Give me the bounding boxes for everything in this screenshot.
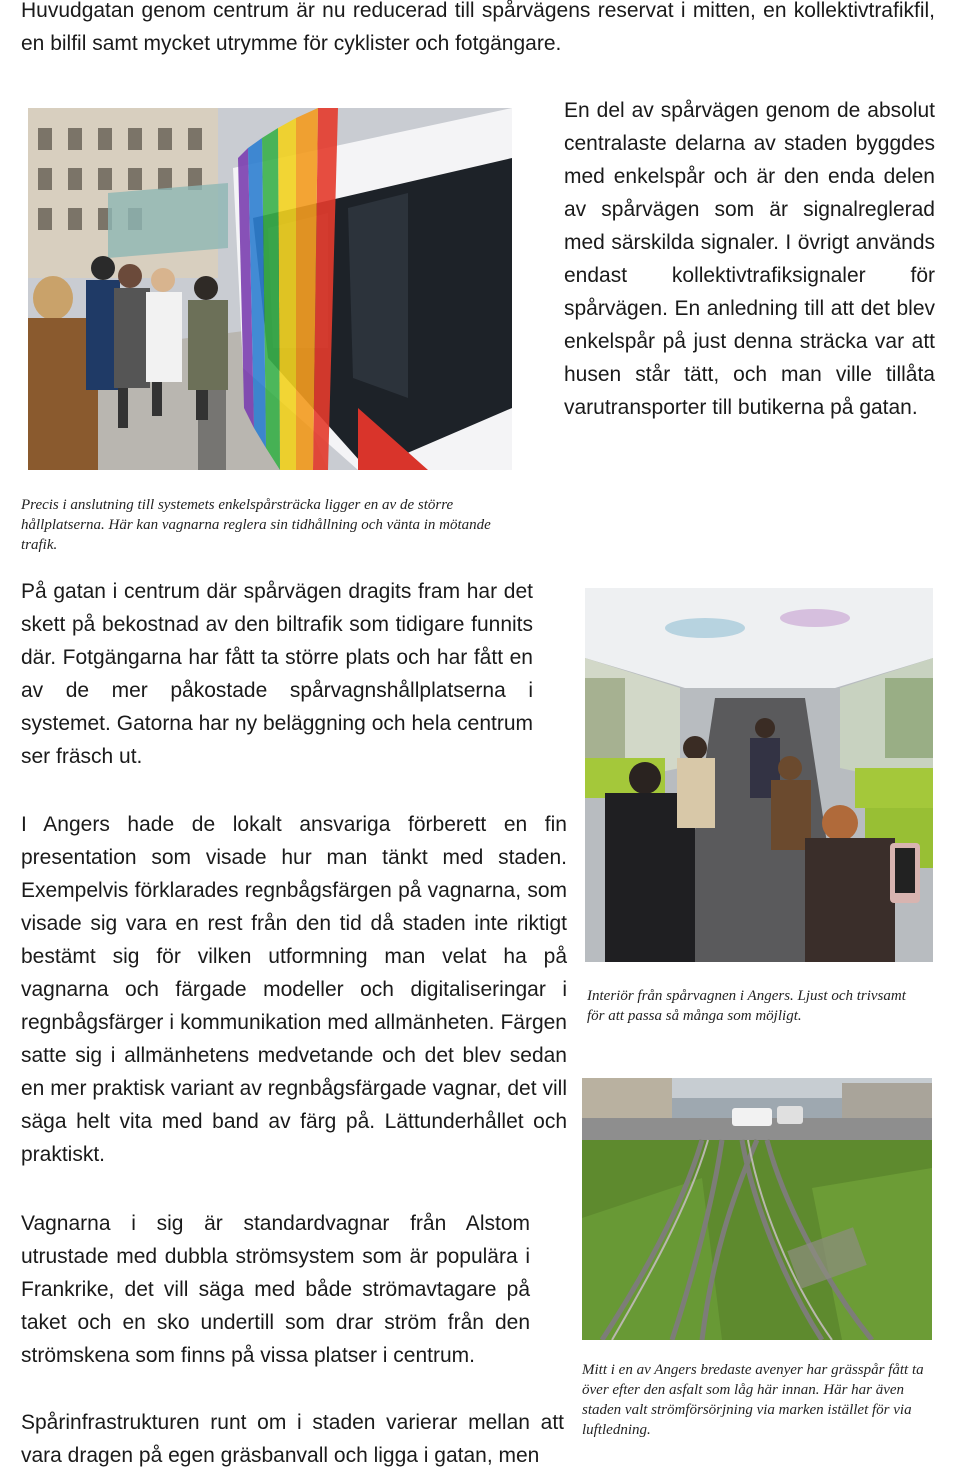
interior-photo-caption — [587, 986, 917, 1026]
tram-platform-photo — [28, 108, 512, 470]
grass-track-photo — [582, 1078, 932, 1340]
presentation-paragraph: I Angers hade de lokalt ansvariga förberett en fin presentation som visade hur man tänkt med staden. Exempelvis förklarades regnbågsfärgen på vagnarna, som visade sig vara en rest från den tid då staden inte riktigt bestämt sig för vilken utformning man velat ha på vagnarna och färgade modeller och digitaliseringar i regnbågsfärger i kommunikation med allmänheten. Färgen satte sig i allmänhetens medvetande och det blev sedan en mer praktisk variant av regnbågsfärgade vagnar, det vill säga helt vita med band av färg på. Lättunderhållet och praktiskt. — [21, 813, 567, 1166]
caption-interior-text: Interiör från spårvagnen i Angers. Ljust och trivsamt för att passa så många som möjligt. — [587, 988, 906, 1024]
infra-column — [21, 1406, 564, 1472]
presentation-column — [21, 808, 567, 1171]
caption-platform-text: Precis i anslutning till systemets enkelspårsträcka ligger en av de större hållplatserna. Här kan vagnarna reglera sin tidhållning och vänta in mötande trafik. — [21, 497, 491, 553]
intro-text: Huvudgatan genom centrum är nu reducerad till spårvägens reservat i mitten, en kollektivtrafikfil, en bilfil samt mycket utrymme för cyklister och fotgängare. — [21, 0, 935, 55]
infra-paragraph: Spårinfrastrukturen runt om i staden varierar mellan att vara dragen på egen gräsbanvall och ligga i gatan, men — [21, 1411, 564, 1467]
intro-paragraph — [21, 0, 935, 60]
grass-photo-caption — [582, 1360, 937, 1440]
left-column-text — [21, 575, 533, 806]
centre-paragraph: På gatan i centrum där spårvägen dragits fram har det skett på bekostnad av den biltrafik som tidigare funnits där. Fotgängarna har fått ta större plats och har fått en av de mer påkostade spårvagnshållplatserna i systemet. Gatorna har ny beläggning och hela centrum ser fräsch ut. — [21, 580, 533, 768]
caption-grass-text: Mitt i en av Angers bredaste avenyer har grässpår fått ta över efter den asfalt som låg här innan. Här har även staden valt strömförsörjning via marken istället för via luftledning. — [582, 1362, 924, 1438]
single-track-text: En del av spårvägen genom de absolut centralaste delarna av staden byggdes med enkelspår och är den enda delen av spårvägen som är signalreglerad med särskilda signaler. I övrigt används endast kollektivtrafiksignaler för spårvägen. En anledning till att det blev enkelspår på just denna sträcka var att husen står tätt, och man ville tillåta varutransporter till butikerna på gatan. — [564, 99, 935, 419]
platform-photo-caption — [21, 495, 501, 555]
vehicles-paragraph: Vagnarna i sig är standardvagnar från Alstom utrustade med dubbla strömsystem som är populära i Frankrike, det vill säga med både strömavtagare på taket och en sko undertill som drar ström från den strömskena som finns på vissa platser i centrum. — [21, 1212, 530, 1367]
tram-interior-photo — [585, 588, 933, 962]
single-track-paragraph — [564, 94, 935, 424]
vehicles-column — [21, 1207, 530, 1372]
